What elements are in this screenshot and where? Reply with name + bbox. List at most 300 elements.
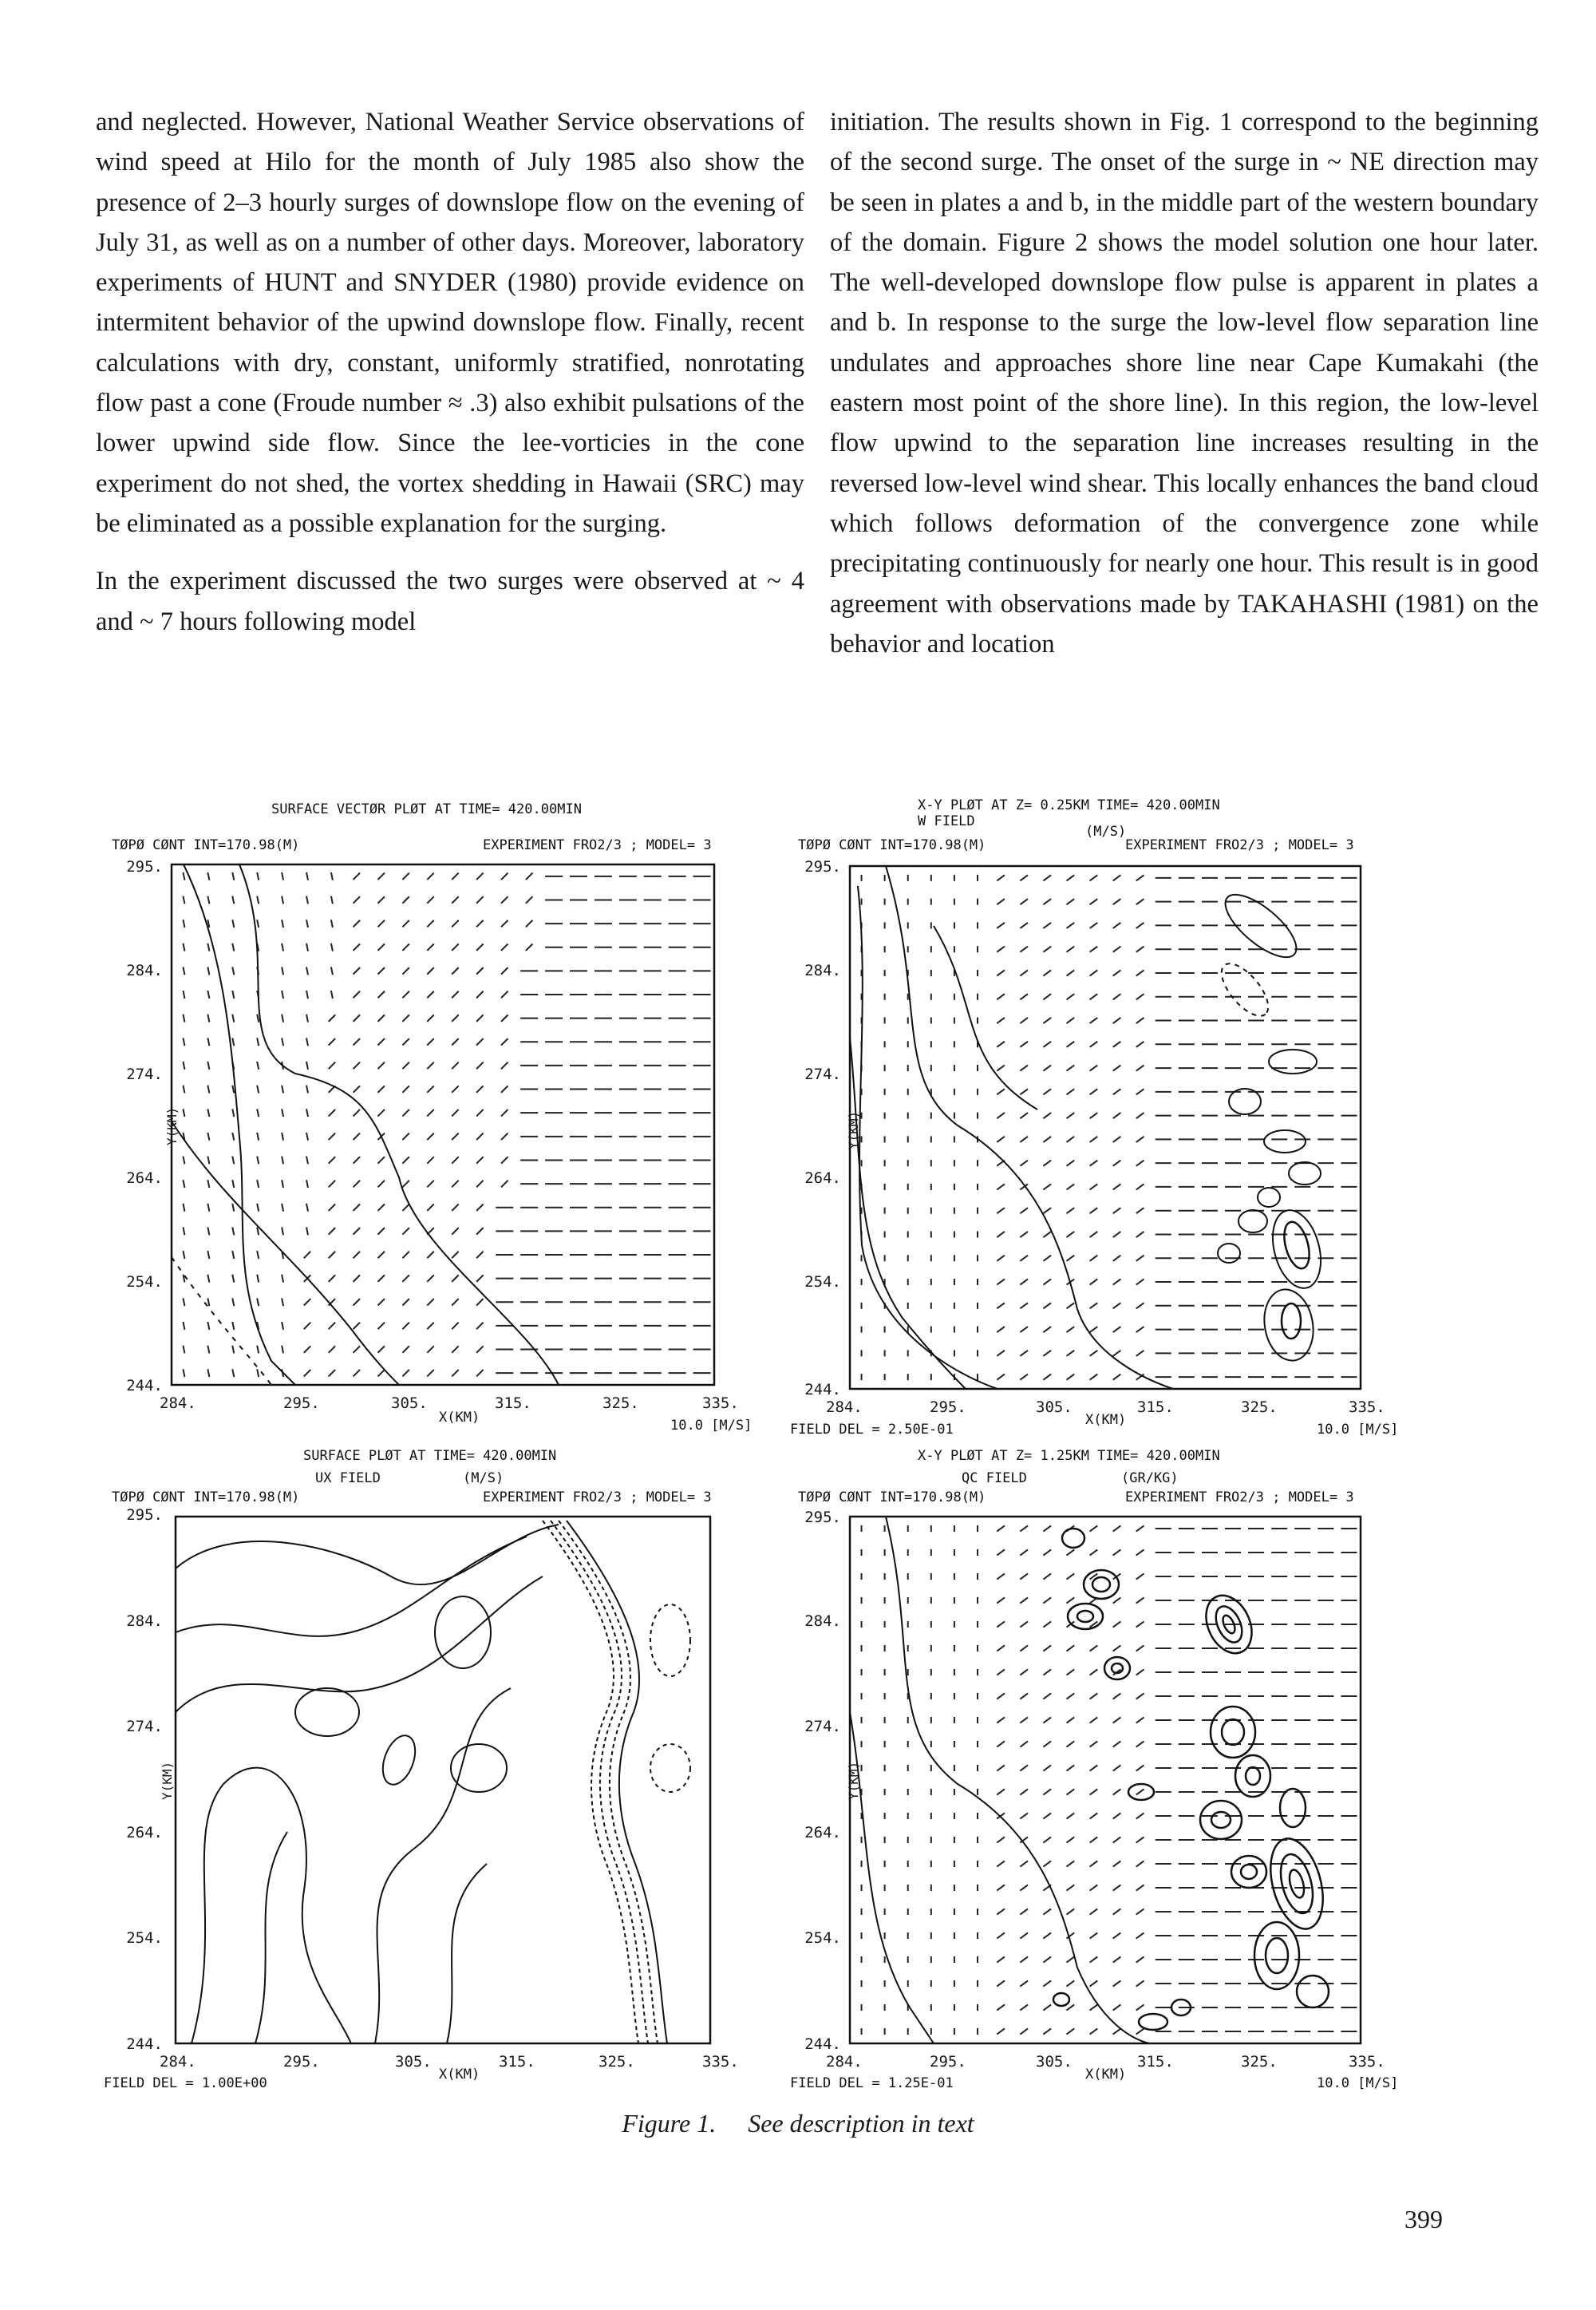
- wind-vector: [1113, 1018, 1121, 1023]
- wind-vector: [282, 1133, 283, 1141]
- wind-vector: [207, 1086, 209, 1094]
- w-contour: [1218, 1244, 1240, 1263]
- experiment-label: EXPERIMENT FRO2/3 ; MODEL= 3: [483, 837, 712, 853]
- wind-vector: [377, 967, 384, 974]
- topo-label: TØPØ CØNT INT=170.98(M): [798, 1489, 986, 1505]
- wind-vector: [402, 1015, 409, 1021]
- wind-vector: [1067, 1741, 1075, 1746]
- wind-vector: [1020, 1351, 1028, 1356]
- plate-title: X-Y PLØT AT Z= 1.25KM TIME= 420.00MIN: [918, 1448, 1220, 1464]
- y-tick: 244.: [126, 1377, 163, 1394]
- wind-vector: [282, 1015, 283, 1022]
- qc-contour: [1266, 1938, 1288, 1973]
- wind-vector: [501, 1038, 508, 1045]
- wind-vector: [427, 1157, 433, 1163]
- wind-vector: [232, 1109, 234, 1117]
- wind-vector: [282, 1346, 283, 1354]
- wind-vector: [1067, 1018, 1075, 1023]
- shoreline-gradient: [559, 1521, 658, 2043]
- wind-vector: [1136, 1765, 1144, 1770]
- wind-vector: [306, 920, 308, 928]
- wind-vector: [476, 1252, 483, 1258]
- wind-vector: [501, 1062, 508, 1069]
- wind-vector: [427, 873, 433, 880]
- y-tick: 244.: [804, 1381, 841, 1398]
- wind-vector: [1020, 875, 1028, 880]
- wind-vector: [1067, 1161, 1075, 1166]
- w-contour: [1280, 1219, 1314, 1271]
- wind-vector: [997, 899, 1005, 904]
- wind-vector: [427, 1110, 433, 1116]
- ux-contour: [650, 1744, 690, 1792]
- wind-vector: [207, 991, 209, 999]
- wind-vector: [402, 1110, 409, 1116]
- wind-vector: [501, 1133, 508, 1140]
- wind-vector: [306, 872, 308, 880]
- wind-vector: [232, 1038, 234, 1046]
- wind-vector: [1136, 1909, 1144, 1914]
- wind-vector: [257, 1157, 259, 1165]
- wind-vector: [1020, 1621, 1028, 1627]
- wind-vector: [183, 1109, 184, 1117]
- wind-vector: [402, 1299, 409, 1305]
- wind-vector: [1113, 994, 1121, 999]
- wind-vector: [1113, 1717, 1121, 1723]
- y-tick: 264.: [804, 1169, 841, 1187]
- x-tick: 315.: [1137, 2053, 1174, 2071]
- wind-vector: [452, 1038, 458, 1045]
- wind-vector: [501, 873, 508, 880]
- wind-vector: [501, 920, 508, 927]
- wind-vector: [1020, 1137, 1028, 1142]
- wind-vector: [476, 1110, 483, 1116]
- x-tick: 315.: [495, 1394, 531, 1412]
- wind-vector: [1067, 1256, 1075, 1261]
- cloud-water-cells: [1053, 1529, 1332, 2030]
- wind-vector: [329, 1015, 335, 1021]
- x-tick: 305.: [1036, 1398, 1073, 1416]
- figure-label: Figure 1.: [622, 2109, 717, 2138]
- wind-vector: [1043, 1042, 1051, 1047]
- wind-vector: [997, 1885, 1005, 1890]
- wind-vector: [501, 991, 508, 998]
- wind-vector: [402, 943, 409, 950]
- wind-vector: [1113, 1645, 1121, 1651]
- wind-vector: [402, 873, 409, 880]
- wind-vector: [1090, 1232, 1098, 1237]
- wind-vector: [997, 1956, 1005, 1962]
- wind-vector: [282, 943, 283, 951]
- wind-vector: [1043, 1645, 1051, 1651]
- wind-vector: [1043, 1932, 1051, 1938]
- shoreline-gradient: [567, 1521, 667, 2043]
- wind-vector: [1043, 1161, 1051, 1166]
- wind-vector: [306, 1062, 308, 1070]
- wind-vector: [329, 1204, 335, 1210]
- qc-contour: [1241, 1865, 1257, 1879]
- wind-vector: [1090, 1645, 1098, 1651]
- wind-vector: [427, 1204, 433, 1210]
- wind-vector: [1113, 1741, 1121, 1746]
- topo-label: TØPØ CØNT INT=170.98(M): [112, 837, 300, 853]
- wind-vector: [183, 1062, 184, 1070]
- wind-vector: [306, 1038, 308, 1046]
- wind-vector: [377, 1275, 384, 1281]
- qc-contour: [1231, 1856, 1266, 1888]
- wind-vector: [1136, 923, 1144, 928]
- ux-contour: [377, 1731, 421, 1789]
- wind-vector: [207, 967, 209, 975]
- wind-vector: [282, 1157, 283, 1165]
- wind-vector: [1136, 1184, 1144, 1189]
- qc-contour: [1092, 1577, 1110, 1592]
- wind-vector: [1043, 1113, 1051, 1118]
- x-tick: 315.: [1137, 1398, 1174, 1416]
- wind-vector: [1090, 1184, 1098, 1189]
- wind-vector: [329, 1038, 335, 1045]
- wind-vector: [1136, 1980, 1144, 1986]
- wind-vector: [402, 1133, 409, 1140]
- wind-vector: [1020, 1909, 1028, 1914]
- body-paragraph: and neglected. However, National Weather Service observations of wind speed at Hilo for the month of July 1985 also show the presence of 2–3 hourly surges of downslope flow on the evening of July 31, as well as on a number of other days. Moreover, laboratory experiments of HUNT and SNYDER (1980) provide evidence on intermitent behavior of the upwind downslope flow. Finally, recent calculations with dry, constant, uniformly stratified, nonrotating flow past a cone (Froude number ≈ .3) also exhibit pulsations of the lower upwind side flow. Since the lee-vorticies in the cone experiment do not shed, the vortex shedding in Hawaii (SRC) may be eliminated as a possible explanation for the surging.: [96, 108, 804, 538]
- wind-vector: [1136, 1303, 1144, 1308]
- wind-vector: [1136, 1256, 1144, 1261]
- ux-contour: [295, 1688, 359, 1736]
- ux-contour: [176, 1537, 527, 1636]
- wind-vector: [377, 1299, 384, 1305]
- x-tick: 295.: [283, 1394, 320, 1412]
- wind-vector: [1067, 1042, 1075, 1047]
- wind-vector: [232, 1322, 234, 1330]
- wind-vector: [1067, 1813, 1075, 1818]
- wind-vector: [427, 1323, 433, 1329]
- terrain-contour: [239, 864, 559, 1385]
- wind-vector: [1043, 1669, 1051, 1675]
- wind-vector: [282, 1298, 283, 1306]
- wind-vector: [354, 943, 360, 950]
- wind-vector: [1090, 923, 1098, 928]
- y-tick: 274.: [804, 1066, 841, 1083]
- wind-vector: [1136, 1018, 1144, 1023]
- wind-vector: [1020, 1573, 1028, 1579]
- units-label: (M/S): [1085, 824, 1127, 840]
- wind-vector: [306, 1086, 308, 1094]
- wind-vector: [501, 896, 508, 903]
- plate-c: [104, 1448, 806, 2091]
- wind-vector: [1136, 1645, 1144, 1651]
- ux-contour: [255, 1832, 287, 2043]
- wind-vector: [1043, 1232, 1051, 1237]
- wind-vector: [997, 1837, 1005, 1842]
- figure-caption: [0, 2109, 1596, 2138]
- ux-contour: [447, 1864, 487, 2043]
- y-tick: 284.: [804, 962, 841, 979]
- wind-vector: [1067, 1693, 1075, 1699]
- wind-vector: [1020, 1549, 1028, 1555]
- wind-vector: [257, 920, 259, 928]
- wind-vector: [1043, 1909, 1051, 1914]
- wind-vector: [1113, 1184, 1121, 1189]
- wind-vector: [476, 1228, 483, 1234]
- wind-vector: [402, 1252, 409, 1258]
- wind-vector: [402, 896, 409, 903]
- wind-vector: [1090, 1113, 1098, 1118]
- wind-vector: [997, 1279, 1005, 1284]
- wind-vector: [306, 1227, 308, 1235]
- wind-vector: [402, 1204, 409, 1210]
- plate-title: X-Y PLØT AT Z= 0.25KM TIME= 420.00MIN: [918, 797, 1220, 813]
- wind-vector: [427, 1086, 433, 1092]
- wind-vector: [1043, 947, 1051, 952]
- wind-vector: [1136, 875, 1144, 880]
- wind-vector: [402, 1346, 409, 1352]
- wind-vector: [329, 1370, 335, 1376]
- wind-vector: [1113, 2004, 1121, 2010]
- w-contour: [1264, 1130, 1306, 1153]
- wind-vector: [1043, 1279, 1051, 1284]
- wind-vector: [257, 1133, 259, 1141]
- wind-vector: [1043, 970, 1051, 975]
- wind-vector: [1067, 1184, 1075, 1189]
- wind-vector: [306, 967, 308, 975]
- wind-vector: [207, 1227, 209, 1235]
- qc-contour: [1068, 1604, 1103, 1629]
- wind-vector: [1043, 1066, 1051, 1071]
- x-tick: 295.: [930, 2053, 966, 2071]
- plate-b-graphic: [798, 798, 1492, 1441]
- qc-contour: [1211, 1707, 1255, 1758]
- wind-vector: [997, 1066, 1005, 1071]
- plot-frame: [172, 864, 714, 1385]
- wind-vector: [282, 1275, 283, 1283]
- wind-vector: [402, 1228, 409, 1234]
- wind-vector: [1113, 1909, 1121, 1914]
- wind-vector: [1090, 1137, 1098, 1142]
- wind-vector: [1090, 1256, 1098, 1261]
- wind-vector: [1136, 1597, 1144, 1603]
- wind-vector: [1067, 970, 1075, 975]
- wind-vector: [232, 1180, 234, 1188]
- wind-vector: [1043, 1597, 1051, 1603]
- x-tick: 305.: [395, 2053, 432, 2071]
- wind-vector: [1136, 1137, 1144, 1142]
- wind-vector: [329, 1323, 335, 1329]
- wind-vector: [282, 1322, 283, 1330]
- wind-vector: [1020, 1525, 1028, 1531]
- wind-vector: [997, 1232, 1005, 1237]
- wind-vector: [1090, 1525, 1098, 1531]
- wind-vector: [1090, 994, 1098, 999]
- qc-contour: [1053, 1993, 1069, 2006]
- w-contour: [1229, 1089, 1261, 1114]
- wind-vector: [501, 1157, 508, 1163]
- wind-vector: [331, 872, 333, 880]
- wind-vector: [997, 1137, 1005, 1142]
- qc-contour: [1222, 1719, 1244, 1745]
- y-tick: 295.: [804, 1509, 841, 1526]
- y-tick: 274.: [126, 1718, 163, 1735]
- wind-vector: [476, 1062, 483, 1069]
- wind-vector: [1090, 1837, 1098, 1842]
- wind-vector: [1043, 875, 1051, 880]
- wind-vector: [1020, 1066, 1028, 1071]
- x-axis-label: X(KM): [1085, 1412, 1127, 1428]
- shoreline-gradient: [551, 1521, 648, 2043]
- qc-contour: [1287, 1869, 1307, 1900]
- wind-vector: [207, 1369, 209, 1377]
- wind-vector: [354, 1015, 360, 1021]
- wind-vector: [1067, 1137, 1075, 1142]
- wind-vector: [1113, 1232, 1121, 1237]
- wind-vector: [306, 896, 308, 904]
- wind-vector: [207, 1109, 209, 1117]
- qc-contour: [1211, 1812, 1231, 1828]
- wind-vector: [452, 967, 458, 974]
- wind-vector: [1020, 1042, 1028, 1047]
- wind-vector: [1043, 1861, 1051, 1866]
- wind-vector: [1113, 1137, 1121, 1142]
- wind-vector: [452, 1086, 458, 1092]
- wind-vector: [997, 1980, 1005, 1986]
- wind-vector: [1043, 1980, 1051, 1986]
- wind-vector: [232, 920, 234, 928]
- x-axis-label: X(KM): [1085, 2067, 1127, 2083]
- wind-vector: [1113, 1621, 1121, 1627]
- wind-vector: [1020, 2004, 1028, 2010]
- wind-vector: [476, 1299, 483, 1305]
- wind-vector: [427, 1346, 433, 1352]
- wind-vector: [1067, 1980, 1075, 1986]
- wind-vector: [377, 1346, 384, 1352]
- wind-vector: [354, 1204, 360, 1210]
- wind-vector: [997, 1375, 1005, 1380]
- wind-vector: [232, 896, 234, 904]
- wind-vector: [1136, 1232, 1144, 1237]
- wind-vector: [232, 872, 234, 880]
- wind-vector: [1113, 1351, 1121, 1356]
- wind-vector: [1020, 1375, 1028, 1380]
- wind-vector: [282, 1086, 283, 1094]
- wind-vector: [183, 1180, 184, 1188]
- wind-vector: [232, 1251, 234, 1259]
- ux-contour: [192, 1768, 351, 2043]
- wind-vector: [331, 920, 333, 928]
- wind-vector: [1067, 2004, 1075, 2010]
- wind-vector: [1020, 947, 1028, 952]
- wind-vector: [1020, 1717, 1028, 1723]
- wind-vector: [1020, 2028, 1028, 2034]
- wind-vector: [1020, 1256, 1028, 1261]
- wind-vector: [1020, 1161, 1028, 1166]
- wind-vector: [476, 920, 483, 927]
- wind-vector: [476, 1157, 483, 1163]
- y-tick: 244.: [804, 2035, 841, 2053]
- wind-vector: [1020, 1327, 1028, 1332]
- wind-vector: [427, 1062, 433, 1069]
- wind-vector: [377, 1038, 384, 1045]
- x-tick: 284.: [826, 2053, 863, 2071]
- experiment-label: EXPERIMENT FRO2/3 ; MODEL= 3: [1125, 1489, 1354, 1505]
- y-axis-label: Y(KM): [846, 1110, 861, 1149]
- wind-vector: [997, 1669, 1005, 1675]
- wind-vector: [207, 1157, 209, 1165]
- wind-vector: [1113, 1932, 1121, 1938]
- wind-vector: [354, 873, 360, 880]
- wind-vector: [1067, 1375, 1075, 1380]
- wind-vector: [402, 1275, 409, 1281]
- wind-vector: [1020, 899, 1028, 904]
- qc-contour: [1062, 1529, 1084, 1548]
- wind-vector: [354, 920, 360, 927]
- wind-vector: [304, 1370, 310, 1376]
- wind-vector: [997, 1645, 1005, 1651]
- wind-vector: [1113, 1327, 1121, 1332]
- wind-vector: [1043, 1089, 1051, 1094]
- wind-vector: [1113, 1042, 1121, 1047]
- wind-vector: [1043, 2028, 1051, 2034]
- wind-vector: [1067, 1066, 1075, 1071]
- wind-vector: [1020, 923, 1028, 928]
- wind-vector: [183, 1157, 184, 1165]
- wind-vector: [1090, 1741, 1098, 1746]
- y-axis-label: Y(KM): [846, 1761, 861, 1800]
- wind-vector: [1090, 899, 1098, 904]
- wind-vector: [354, 1181, 360, 1187]
- wind-vector: [257, 896, 259, 904]
- y-axis-label: Y(KM): [160, 1761, 175, 1800]
- wind-vector: [1020, 994, 1028, 999]
- x-tick: 295.: [283, 2053, 320, 2071]
- qc-contour: [1246, 1767, 1260, 1785]
- wind-vector: [1067, 1351, 1075, 1356]
- wind-vector: [282, 1109, 283, 1117]
- wind-vector: [452, 1015, 458, 1021]
- wind-vector: [1090, 1161, 1098, 1166]
- x-tick: 335.: [1349, 2053, 1385, 2071]
- wind-vector: [476, 1133, 483, 1140]
- wind-vector: [997, 1303, 1005, 1308]
- figure-caption-text: See description in text: [748, 2109, 974, 2138]
- wind-vector: [1020, 1089, 1028, 1094]
- wind-vector: [1043, 1208, 1051, 1213]
- wind-vector: [1043, 1525, 1051, 1531]
- wind-vector: [1067, 1717, 1075, 1723]
- wind-vector: [257, 1227, 259, 1235]
- wind-vector: [354, 1299, 360, 1305]
- wind-vector: [427, 1370, 433, 1376]
- wind-vector: [997, 1909, 1005, 1914]
- wind-vector: [232, 991, 234, 999]
- wind-vector: [997, 1327, 1005, 1332]
- w-contour: [1258, 1188, 1280, 1207]
- wind-vector: [329, 1062, 335, 1069]
- wind-vector: [997, 1932, 1005, 1938]
- wind-vector: [1020, 1113, 1028, 1118]
- wind-vector: [997, 923, 1005, 928]
- wind-vector: [1067, 923, 1075, 928]
- wind-vector: [1113, 1789, 1121, 1794]
- wind-vector: [402, 1038, 409, 1045]
- wind-vector: [207, 1251, 209, 1259]
- wind-vector: [1136, 1042, 1144, 1047]
- wind-vector: [402, 1181, 409, 1187]
- wind-vector: [476, 991, 483, 998]
- wind-vector: [402, 991, 409, 998]
- wind-vector: [183, 1038, 184, 1046]
- plate-d-graphic: [798, 1449, 1492, 2091]
- x-tick: 335.: [1349, 1398, 1385, 1416]
- wind-vector: [1090, 1789, 1098, 1794]
